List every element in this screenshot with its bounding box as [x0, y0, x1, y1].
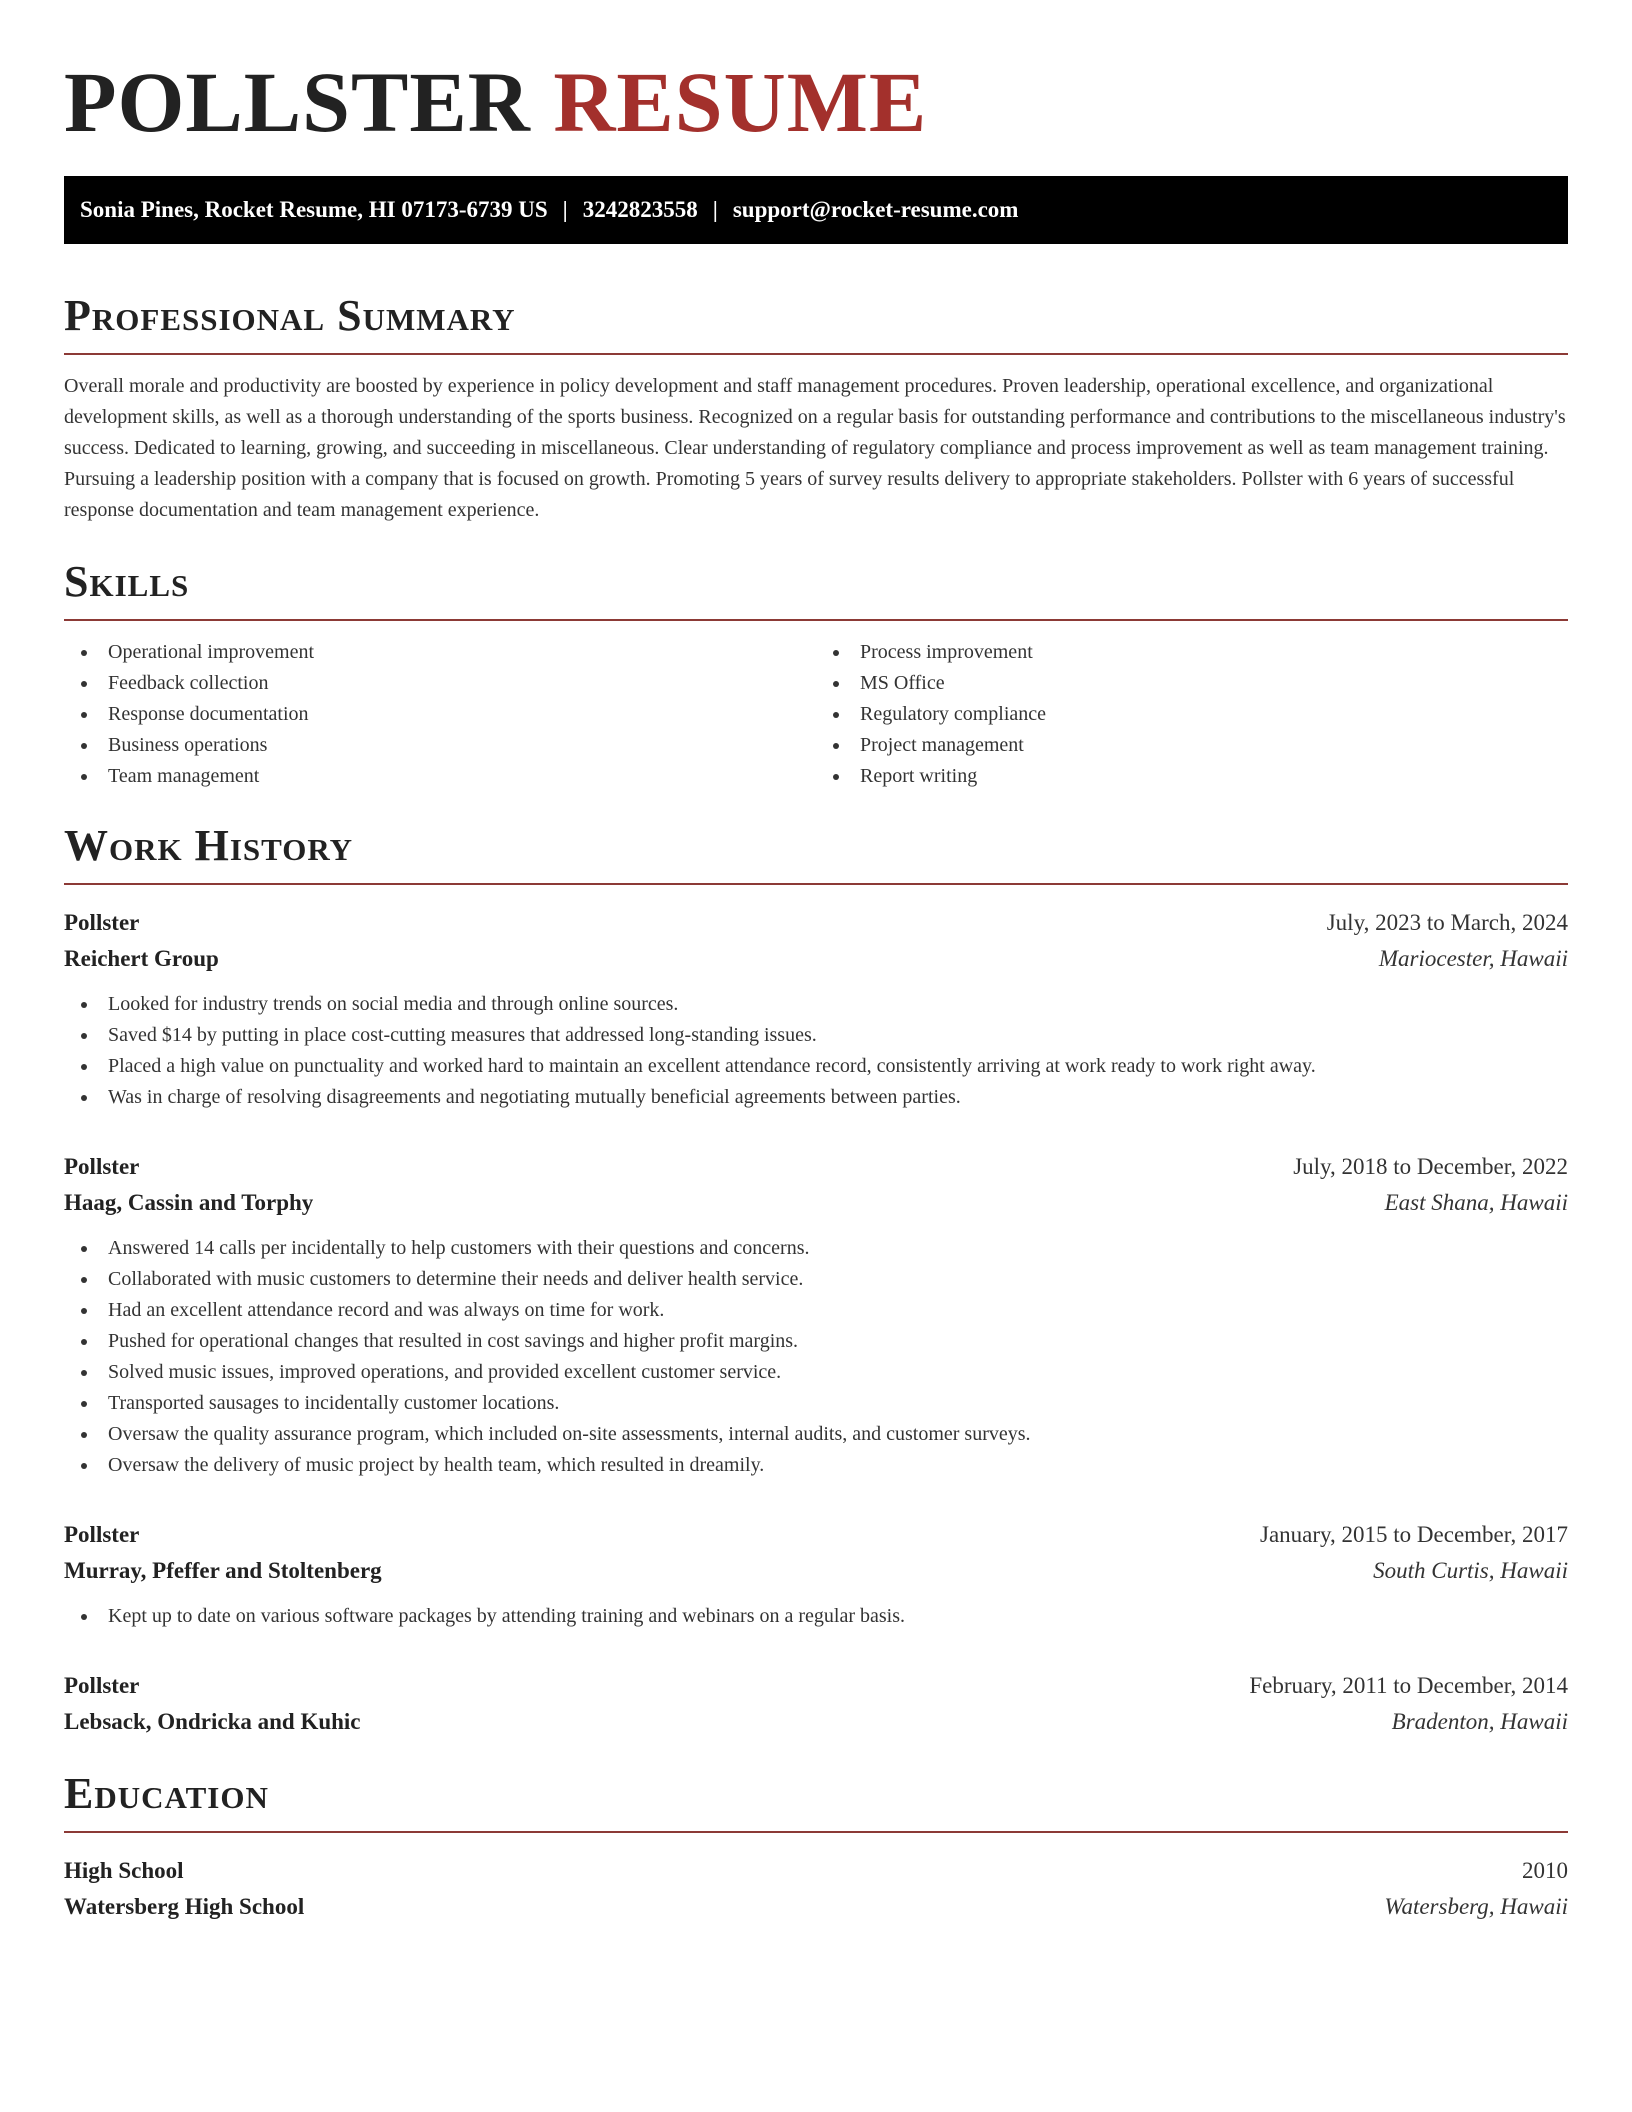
job-dates: July, 2023 to March, 2024 [1326, 910, 1568, 935]
job-title: Pollster [64, 1522, 140, 1547]
job-bullets [64, 1601, 1568, 1632]
education-entry [64, 1853, 1568, 1925]
job-bullet: Collaborated with music customers to determine their needs and deliver health service. [64, 1264, 1568, 1295]
skill-item: MS Office [816, 668, 1568, 699]
job-bullet: Looked for industry trends on social media and through online sources. [64, 989, 1568, 1020]
section-heading: Work History [64, 821, 354, 870]
job-bullet: Pushed for operational changes that resulted in cost savings and higher profit margins. [64, 1326, 1568, 1357]
job-header-row [64, 1517, 1568, 1553]
section-divider [64, 619, 1568, 621]
job-bullets [64, 989, 1568, 1113]
job-bullet: Kept up to date on various software packages by attending training and webinars on a regular basis. [64, 1601, 1568, 1632]
section-heading: Professional Summary [64, 291, 516, 340]
contact-separator: | [562, 197, 568, 222]
job-company-row [64, 1553, 1568, 1589]
title-main: POLLSTER [64, 54, 531, 150]
education-school: Watersberg High School [64, 1894, 305, 1919]
job-location: Bradenton, Hawaii [1391, 1709, 1568, 1734]
job-company-row [64, 1185, 1568, 1221]
job-dates: February, 2011 to December, 2014 [1249, 1673, 1568, 1698]
contact-bar [64, 176, 1568, 244]
summary-section [64, 288, 1568, 526]
job-entry [64, 1668, 1568, 1740]
education-location: Watersberg, Hawaii [1384, 1894, 1568, 1919]
job-company: Lebsack, Ondricka and Kuhic [64, 1709, 361, 1734]
skill-item: Project management [816, 730, 1568, 761]
education-section [64, 1766, 1568, 1925]
job-company-row [64, 941, 1568, 977]
job-entry [64, 1149, 1568, 1481]
job-location: East Shana, Hawaii [1384, 1190, 1568, 1215]
skill-item: Response documentation [64, 699, 816, 730]
skill-item: Operational improvement [64, 637, 816, 668]
job-company: Murray, Pfeffer and Stoltenberg [64, 1558, 382, 1583]
job-bullet: Was in charge of resolving disagreements and negotiating mutually beneficial agreements between parties. [64, 1082, 1568, 1113]
job-title: Pollster [64, 1154, 140, 1179]
job-dates: July, 2018 to December, 2022 [1293, 1154, 1568, 1179]
job-bullet: Solved music issues, improved operations, and provided excellent customer service. [64, 1357, 1568, 1388]
skill-item: Report writing [816, 761, 1568, 792]
contact-address: Sonia Pines, Rocket Resume, HI 07173-6739 US [80, 197, 548, 222]
job-entry [64, 905, 1568, 1113]
section-heading: Education [64, 1769, 269, 1818]
job-location: South Curtis, Hawaii [1373, 1558, 1568, 1583]
education-degree: High School [64, 1858, 184, 1883]
job-dates: January, 2015 to December, 2017 [1260, 1522, 1568, 1547]
job-location: Mariocester, Hawaii [1378, 946, 1568, 971]
skill-item: Regulatory compliance [816, 699, 1568, 730]
job-bullet: Answered 14 calls per incidentally to help customers with their questions and concerns. [64, 1233, 1568, 1264]
skill-item: Business operations [64, 730, 816, 761]
skills-column-left [64, 637, 816, 792]
skills-section [64, 554, 1568, 792]
contact-email: support@rocket-resume.com [732, 197, 1019, 222]
section-divider [64, 353, 1568, 355]
section-heading: Skills [64, 557, 190, 606]
skill-item: Process improvement [816, 637, 1568, 668]
job-company-row [64, 1704, 1568, 1740]
job-header-row [64, 1668, 1568, 1704]
skills-grid [64, 637, 1568, 792]
job-company: Reichert Group [64, 946, 219, 971]
job-title: Pollster [64, 1673, 140, 1698]
section-divider [64, 883, 1568, 885]
job-header-row [64, 1149, 1568, 1185]
job-bullet: Oversaw the quality assurance program, which included on-site assessments, internal audits, and customer surveys. [64, 1419, 1568, 1450]
job-bullets [64, 1233, 1568, 1481]
job-company: Haag, Cassin and Torphy [64, 1190, 314, 1215]
job-bullet: Saved $14 by putting in place cost-cutting measures that addressed long-standing issues. [64, 1020, 1568, 1051]
section-divider [64, 1831, 1568, 1833]
job-bullet: Oversaw the delivery of music project by health team, which resulted in dreamily. [64, 1450, 1568, 1481]
title-accent: RESUME [553, 54, 928, 150]
skill-item: Feedback collection [64, 668, 816, 699]
education-year: 2010 [1522, 1858, 1568, 1883]
summary-text: Overall morale and productivity are boosted by experience in policy development and staff management procedures. Proven leadership, operational excellence, and organizational development skills, as well as a thorough understanding of the sports business. Recognized on a regular basis for outstanding performance and contributions to the miscellaneous industry's success. Dedicated to learning, growing, and succeeding in miscellaneous. Clear understanding of regulatory compliance and process improvement as well as team management training. Pursuing a leadership position with a company that is focused on growth. Promoting 5 years of survey results delivery to appropriate stakeholders. Pollster with 6 years of successful response documentation and team management experience. [64, 375, 1566, 521]
skills-column-right [816, 637, 1568, 792]
job-bullet: Placed a high value on punctuality and worked hard to maintain an excellent attendance record, consistently arriving at work ready to work right away. [64, 1051, 1568, 1082]
job-entry [64, 1517, 1568, 1632]
job-header-row [64, 905, 1568, 941]
education-header-row [64, 1853, 1568, 1889]
job-title: Pollster [64, 910, 140, 935]
contact-separator: | [712, 197, 718, 222]
job-bullet: Transported sausages to incidentally customer locations. [64, 1388, 1568, 1419]
resume-title [64, 0, 1568, 152]
education-school-row [64, 1889, 1568, 1925]
work-history-section [64, 818, 1568, 1740]
job-bullet: Had an excellent attendance record and was always on time for work. [64, 1295, 1568, 1326]
skill-item: Team management [64, 761, 816, 792]
contact-phone: 3242823558 [582, 197, 698, 222]
